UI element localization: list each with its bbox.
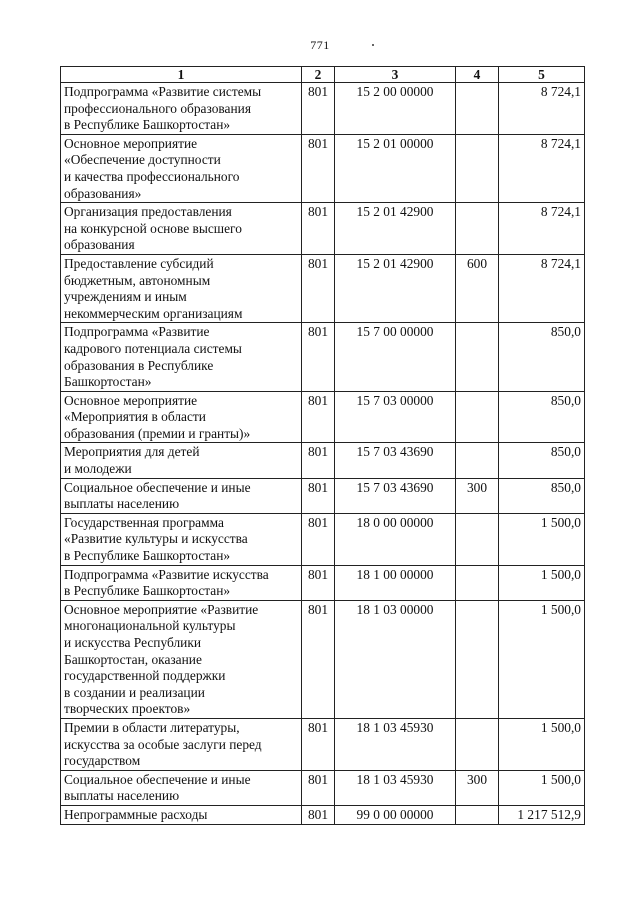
department-code-cell: 801 [302, 254, 335, 322]
expense-type-cell [456, 565, 499, 600]
expense-name-cell: Государственная программа «Развитие культуры и искусства в Республике Башкортостан» [61, 513, 302, 565]
expense-name-cell: Основное мероприятие «Обеспечение доступности и качества профессионального образования» [61, 134, 302, 202]
table-row [61, 323, 585, 391]
amount-cell: 1 500,0 [499, 565, 585, 600]
amount-cell: 8 724,1 [499, 203, 585, 255]
amount-cell: 8 724,1 [499, 83, 585, 135]
header-row [61, 67, 585, 83]
expense-type-cell [456, 513, 499, 565]
expense-type-cell [456, 600, 499, 718]
target-article-cell: 15 2 01 42900 [335, 254, 456, 322]
expense-name-cell: Основное мероприятие «Развитие многонациональной культуры и искусства Республики Башкортостан, оказание государственной поддержки в создании и реализации творческих проектов» [61, 600, 302, 718]
table-row [61, 770, 585, 805]
expense-type-cell [456, 443, 499, 478]
expense-type-cell [456, 323, 499, 391]
target-article-cell: 15 7 00 00000 [335, 323, 456, 391]
table-row [61, 805, 585, 824]
table-row [61, 478, 585, 513]
table-row [61, 203, 585, 255]
expense-name-cell: Предоставление субсидий бюджетным, автономным учреждениям и иным некоммерческим организациям [61, 254, 302, 322]
expense-type-cell [456, 83, 499, 135]
amount-cell: 850,0 [499, 443, 585, 478]
amount-cell: 1 500,0 [499, 770, 585, 805]
expense-name-cell: Организация предоставления на конкурсной основе высшего образования [61, 203, 302, 255]
expense-name-cell: Подпрограмма «Развитие системы профессионального образования в Республике Башкортостан» [61, 83, 302, 135]
table-row [61, 391, 585, 443]
department-code-cell: 801 [302, 134, 335, 202]
department-code-cell: 801 [302, 565, 335, 600]
target-article-cell: 18 1 03 45930 [335, 718, 456, 770]
expense-type-cell [456, 391, 499, 443]
target-article-cell: 15 7 03 00000 [335, 391, 456, 443]
amount-cell: 8 724,1 [499, 254, 585, 322]
target-article-cell: 15 7 03 43690 [335, 443, 456, 478]
expense-type-cell: 300 [456, 478, 499, 513]
expense-name-cell: Основное мероприятие «Мероприятия в области образования (премии и гранты)» [61, 391, 302, 443]
target-article-cell: 18 1 00 00000 [335, 565, 456, 600]
expense-type-cell [456, 203, 499, 255]
header-col-1: 1 [61, 67, 302, 83]
amount-cell: 850,0 [499, 391, 585, 443]
expense-name-cell: Социальное обеспечение и иные выплаты населению [61, 770, 302, 805]
expense-type-cell: 300 [456, 770, 499, 805]
target-article-cell: 15 2 00 00000 [335, 83, 456, 135]
department-code-cell: 801 [302, 443, 335, 478]
department-code-cell: 801 [302, 718, 335, 770]
amount-cell: 850,0 [499, 478, 585, 513]
table-row [61, 443, 585, 478]
header-col-5: 5 [499, 67, 585, 83]
expense-type-cell [456, 134, 499, 202]
amount-cell: 1 500,0 [499, 600, 585, 718]
table-row [61, 600, 585, 718]
amount-cell: 1 500,0 [499, 513, 585, 565]
department-code-cell: 801 [302, 323, 335, 391]
table-row [61, 565, 585, 600]
scan-speck [372, 44, 374, 46]
target-article-cell: 18 0 00 00000 [335, 513, 456, 565]
department-code-cell: 801 [302, 513, 335, 565]
department-code-cell: 801 [302, 805, 335, 824]
expense-name-cell: Социальное обеспечение и иные выплаты населению [61, 478, 302, 513]
amount-cell: 850,0 [499, 323, 585, 391]
header-col-4: 4 [456, 67, 499, 83]
expense-name-cell: Премии в области литературы, искусства за особые заслуги перед государством [61, 718, 302, 770]
expense-type-cell [456, 805, 499, 824]
amount-cell: 1 217 512,9 [499, 805, 585, 824]
expense-name-cell: Подпрограмма «Развитие искусства в Республике Башкортостан» [61, 565, 302, 600]
header-col-3: 3 [335, 67, 456, 83]
target-article-cell: 15 7 03 43690 [335, 478, 456, 513]
department-code-cell: 801 [302, 770, 335, 805]
table-row [61, 254, 585, 322]
expense-type-cell: 600 [456, 254, 499, 322]
table-row [61, 718, 585, 770]
target-article-cell: 15 2 01 42900 [335, 203, 456, 255]
target-article-cell: 15 2 01 00000 [335, 134, 456, 202]
target-article-cell: 18 1 03 45930 [335, 770, 456, 805]
department-code-cell: 801 [302, 600, 335, 718]
department-code-cell: 801 [302, 478, 335, 513]
amount-cell: 1 500,0 [499, 718, 585, 770]
page-number: 771 [310, 38, 330, 52]
table-row [61, 83, 585, 135]
department-code-cell: 801 [302, 203, 335, 255]
expense-name-cell: Подпрограмма «Развитие кадрового потенциала системы образования в Республике Башкортостан» [61, 323, 302, 391]
table-row [61, 134, 585, 202]
department-code-cell: 801 [302, 391, 335, 443]
table-row [61, 513, 585, 565]
expense-type-cell [456, 718, 499, 770]
department-code-cell: 801 [302, 83, 335, 135]
amount-cell: 8 724,1 [499, 134, 585, 202]
header-col-2: 2 [302, 67, 335, 83]
expense-name-cell: Мероприятия для детей и молодежи [61, 443, 302, 478]
expense-name-cell: Непрограммные расходы [61, 805, 302, 824]
target-article-cell: 99 0 00 00000 [335, 805, 456, 824]
target-article-cell: 18 1 03 00000 [335, 600, 456, 718]
budget-table [60, 66, 585, 825]
